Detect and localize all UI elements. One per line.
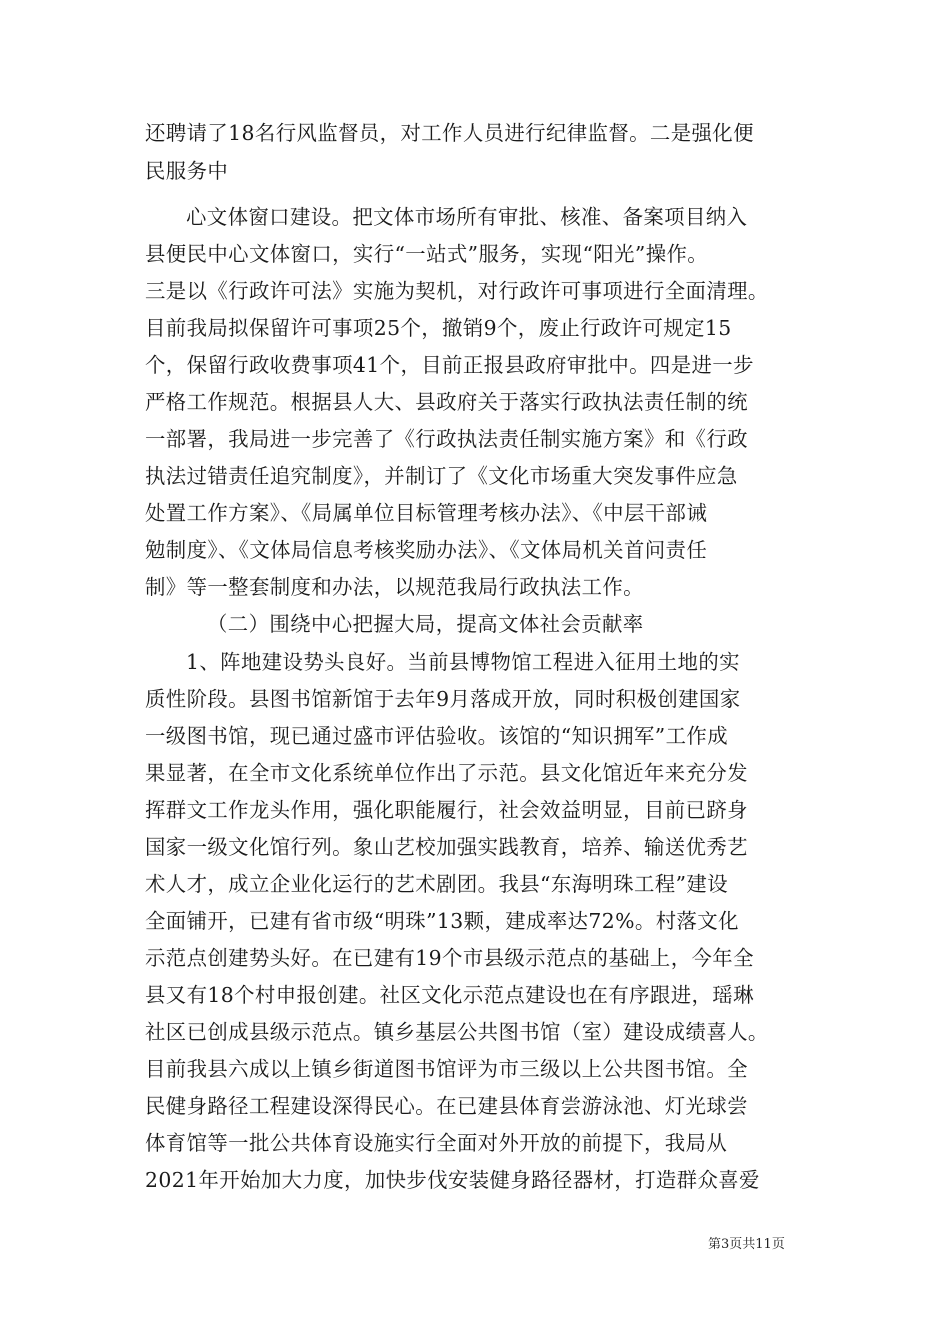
text-line: 国家一级文化馆行列。象山艺校加强实践教育，培养、输送优秀艺 [145, 835, 748, 859]
text-line: 心文体窗口建设。把文体市场所有审批、核准、备案项目纳入 [186, 205, 748, 229]
text-line: 执法过错责任追究制度》，并制订了《文化市场重大突发事件应急 [145, 464, 738, 488]
text-line: 1、阵地建设势头良好。当前县博物馆工程进入征用土地的实 [186, 650, 740, 674]
page-number: 第3页共11页 [708, 1237, 785, 1252]
text-line: 严格工作规范。根据县人大、县政府关于落实行政执法责任制的统 [145, 390, 748, 414]
text-line: 术人才，成立企业化运行的艺术剧团。我县“东海明珠工程”建设 [145, 872, 728, 896]
text-line: 勉制度》、《文体局信息考核奖励办法》、《文体局机关首问责任 [145, 538, 708, 562]
text-line: 果显著，在全市文化系统单位作出了示范。县文化馆近年来充分发 [145, 761, 748, 785]
text-line: 处置工作方案》、《局属单位目标管理考核办法》、《中层干部诫 [145, 501, 708, 525]
section-heading: （二）围绕中心把握大局，提高文体社会贡献率 [207, 612, 644, 636]
text-line: 一级图书馆，现已通过盛市评估验收。该馆的“知识拥军”工作成 [145, 724, 728, 748]
text-line: 目前我局拟保留许可事项25个，撤销9个，废止行政许可规定15 [145, 316, 732, 340]
text-line: 三是以《行政许可法》实施为契机，对行政许可事项进行全面清理。 [145, 279, 769, 303]
text-line: 一部署，我局进一步完善了《行政执法责任制实施方案》和《行政 [145, 427, 748, 451]
text-line: 县又有18个村申报创建。社区文化示范点建设也在有序跟进，瑶琳 [145, 983, 754, 1007]
text-line: 县便民中心文体窗口，实行“一站式”服务，实现“阳光”操作。 [145, 242, 709, 266]
text-line: 社区已创成县级示范点。镇乡基层公共图书馆（室）建设成绩喜人。 [145, 1020, 769, 1044]
text-line: 目前我县六成以上镇乡街道图书馆评为市三级以上公共图书馆。全 [145, 1057, 748, 1081]
text-line: 全面铺开，已建有省市级“明珠”13颗，建成率达72%。村落文化 [145, 909, 739, 933]
text-line: 民健身路径工程建设深得民心。在已建县体育尝游泳池、灯光球尝 [145, 1094, 748, 1118]
text-line: 2021年开始加大力度，加快步伐安装健身路径器材，打造群众喜爱 [145, 1168, 760, 1192]
text-line: 个，保留行政收费事项41个，目前正报县政府审批中。四是进一步 [145, 353, 754, 377]
text-line: 民服务中 [145, 159, 229, 183]
text-line: 还聘请了18名行风监督员，对工作人员进行纪律监督。二是强化便 [145, 121, 754, 145]
text-line: 示范点创建势头好。在已建有19个市县级示范点的基础上，今年全 [145, 946, 754, 970]
text-line: 质性阶段。县图书馆新馆于去年9月落成开放，同时积极创建国家 [145, 687, 741, 711]
text-line: 体育馆等一批公共体育设施实行全面对外开放的前提下，我局从 [145, 1131, 728, 1155]
text-line: 挥群文工作龙头作用，强化职能履行，社会效益明显，目前已跻身 [145, 798, 748, 822]
text-line: 制》等一整套制度和办法，以规范我局行政执法工作。 [145, 575, 644, 599]
